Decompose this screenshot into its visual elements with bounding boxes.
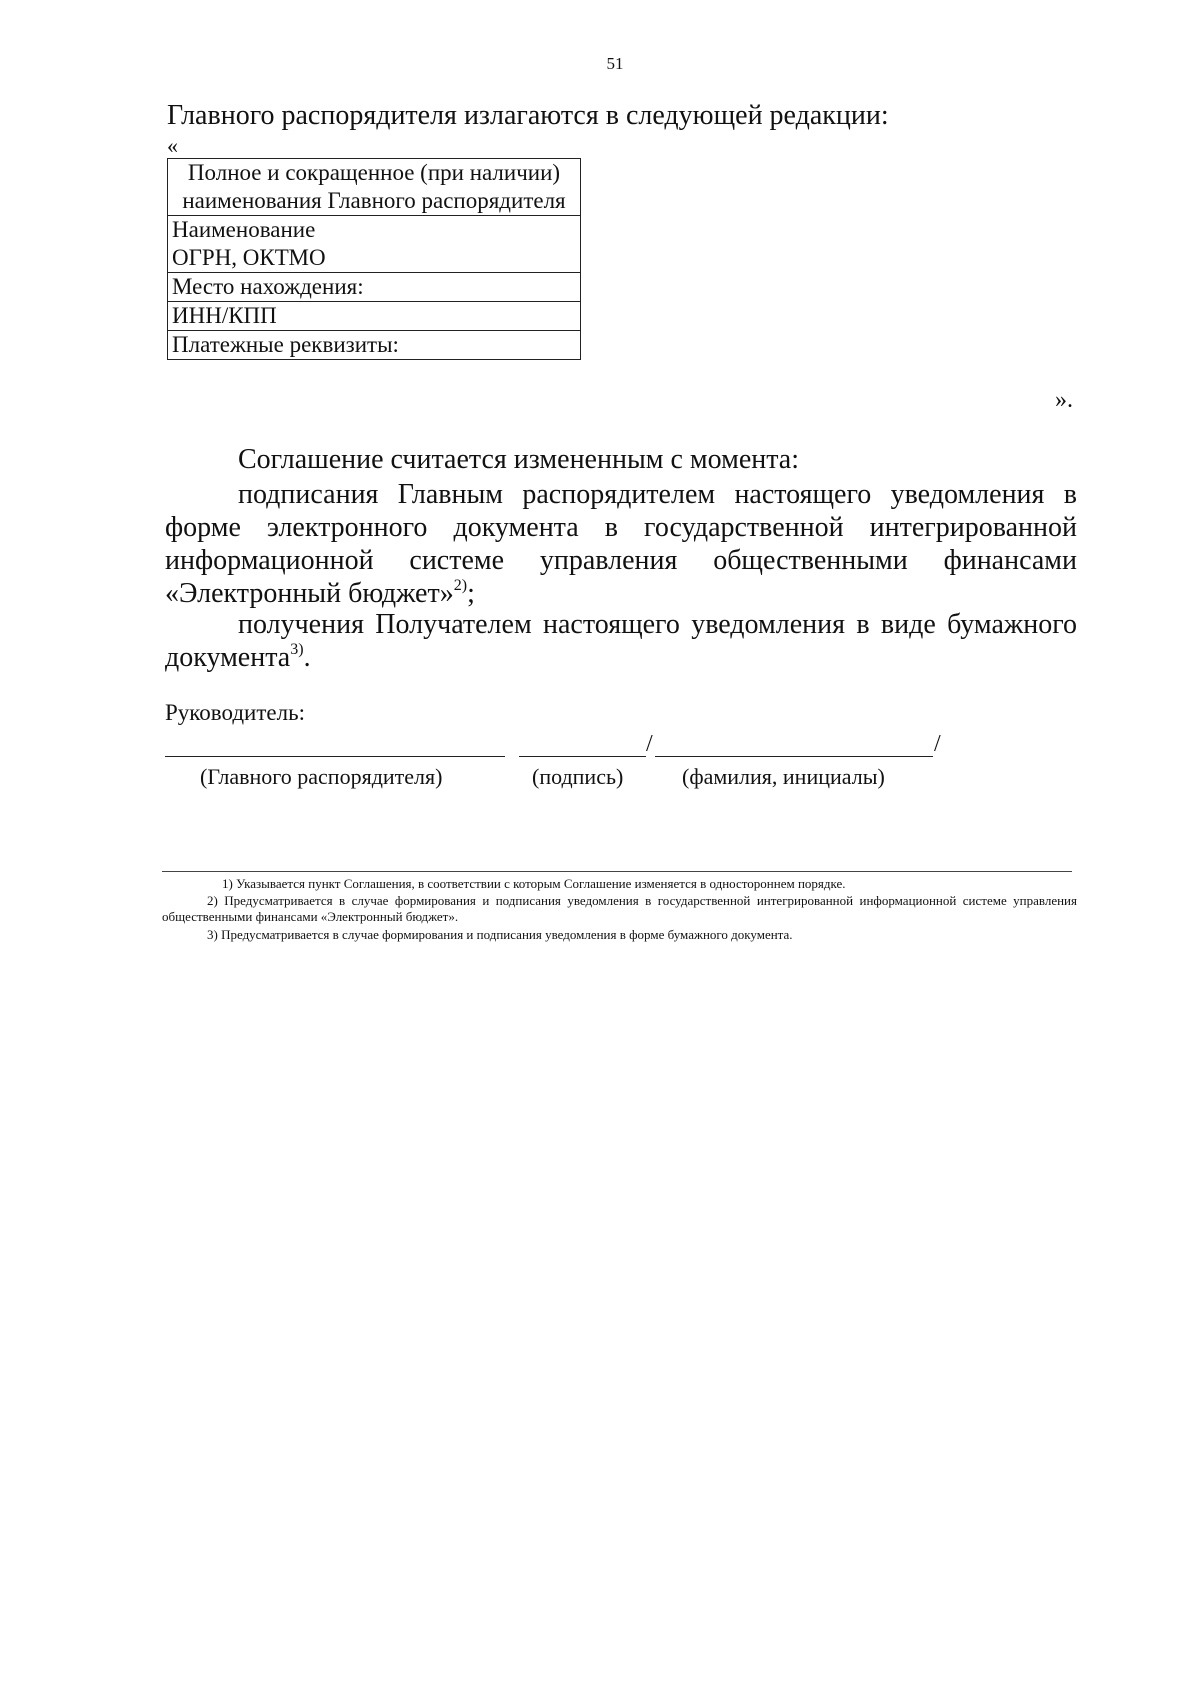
caption-org: (Главного распорядителя) <box>200 764 443 789</box>
paragraph-electronic-signing-text: подписания Главным распорядителем настоящего уведомления в форме электронного документа в государственной интегрированной информационной системе управления общественными финансами «Электронный бюджет» <box>165 479 1077 609</box>
footnote-3: 3) Предусматривается в случае формирования и подписания уведомления в форме бумажного документа. <box>207 927 793 942</box>
signature-line-name <box>655 756 933 757</box>
page-number: 51 <box>606 54 624 73</box>
paragraph-agreement-changed: Соглашение считается измененным с момента: <box>238 444 800 475</box>
signature-line-org <box>165 756 505 757</box>
signature-slash-1: / <box>646 731 653 757</box>
table-header-line-1: Полное и сокращенное (при наличии) <box>187 160 561 185</box>
table-cell-name-line-1: Наименование <box>172 217 316 242</box>
head-label: Руководитель: <box>165 700 305 725</box>
table-cell-inn-kpp: ИНН/КПП <box>168 302 581 331</box>
signature-line-signature <box>519 756 646 757</box>
table-cell-name <box>168 216 581 273</box>
paragraph-electronic-signing <box>165 478 1077 610</box>
signature-slash-2: / <box>934 731 941 757</box>
table-header-row <box>168 159 581 216</box>
table-cell-location: Место нахождения: <box>168 273 581 302</box>
close-quote: ». <box>1055 387 1073 413</box>
paragraph-paper-receipt-end: . <box>303 642 311 673</box>
table-header-cell <box>168 159 581 216</box>
footnote-rule <box>162 871 1072 872</box>
table-row <box>168 331 581 360</box>
paragraph-electronic-signing-end: ; <box>467 578 475 609</box>
caption-name: (фамилия, инициалы) <box>682 764 885 789</box>
footnote-ref-3: 3) <box>290 641 304 658</box>
table-cell-name-line-2: ОГРН, ОКТМО <box>172 245 326 270</box>
open-quote: « <box>167 133 178 158</box>
caption-signature: (подпись) <box>532 764 624 789</box>
footnote-2: 2) Предусматривается в случае формирования и подписания уведомления в государственной интегрированной информационной системе управления общественными финансами «Электронный бюджет». <box>162 893 1077 924</box>
table-row <box>168 216 581 273</box>
table-cell-payment: Платежные реквизиты: <box>168 331 581 360</box>
footnote-1: 1) Указывается пункт Соглашения, в соответствии с которым Соглашение изменяется в одностороннем порядке. <box>222 876 846 891</box>
paragraph-paper-receipt <box>165 608 1077 674</box>
footnote-ref-2: 2) <box>453 577 468 594</box>
intro-line: Главного распорядителя излагаются в следующей редакции: <box>167 100 889 131</box>
requisites-table <box>167 158 581 360</box>
table-row <box>168 273 581 302</box>
table-header-line-2: наименования Главного распорядителя <box>182 188 566 213</box>
table-row <box>168 302 581 331</box>
paragraph-paper-receipt-text: получения Получателем настоящего уведомления в виде бумажного документа <box>165 609 1077 673</box>
